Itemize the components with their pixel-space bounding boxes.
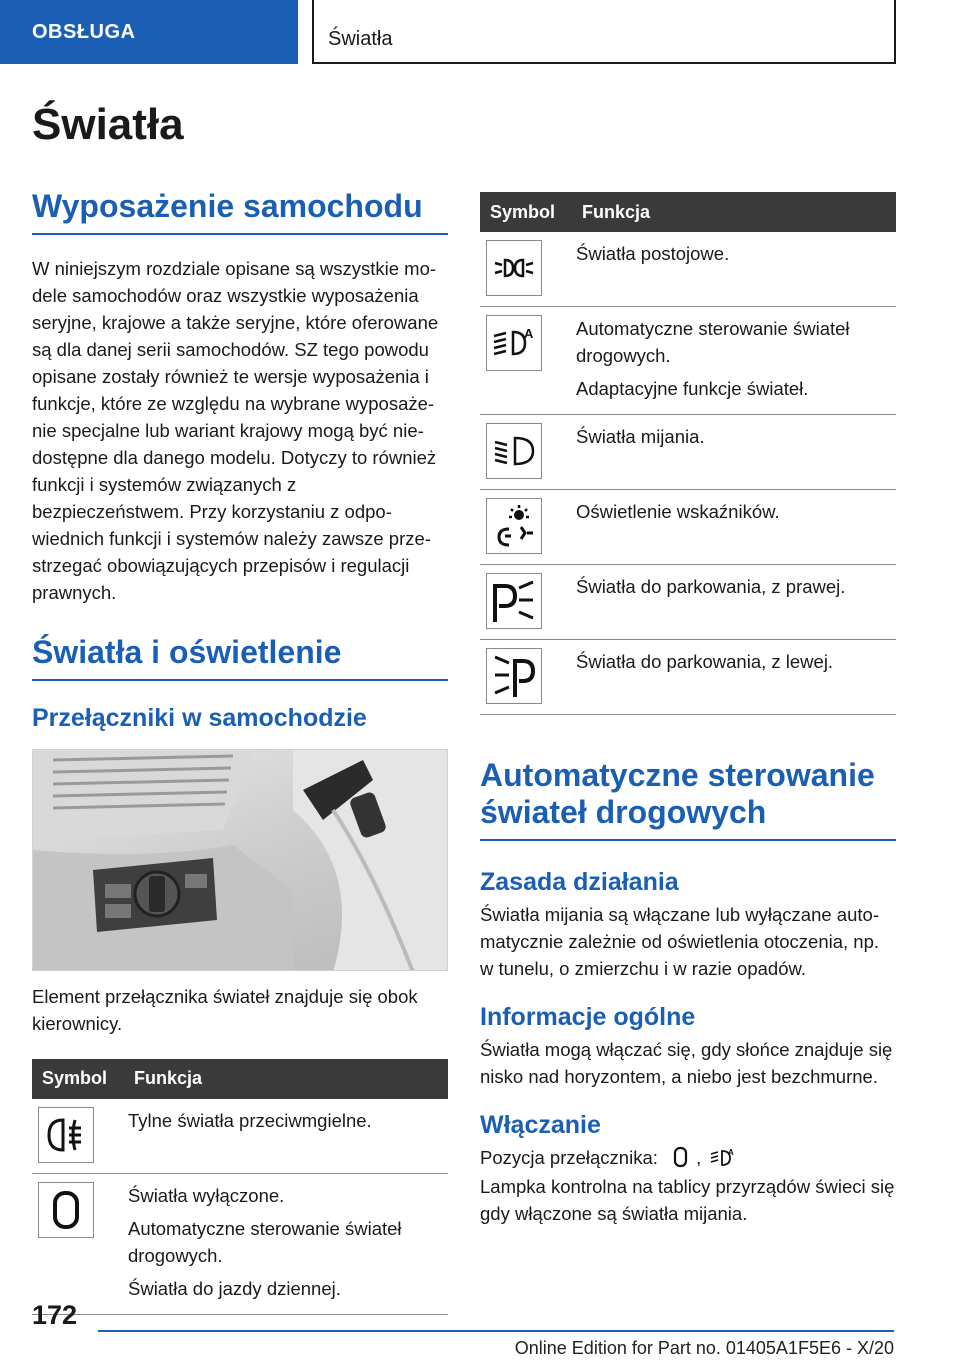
heading-switch-on: Włączanie — [480, 1110, 601, 1139]
breadcrumb: Światła — [312, 0, 896, 64]
footer-edition: Online Edition for Part no. 01405A1F5E6 - X/20 — [514, 1338, 894, 1358]
svg-text:A: A — [728, 1147, 735, 1157]
paragraph-caption: Element przełącznika świateł znajduje się obok kierownicy. — [32, 985, 418, 1034]
paragraph-indicator: Lampka kontrolna na tablicy przyrządów świeci się gdy włączone są światła mijania. — [480, 1175, 895, 1224]
auto-headlight-icon — [710, 1146, 736, 1168]
low-beam-icon — [491, 428, 537, 474]
table-row — [32, 1173, 448, 1314]
page-title: Światła — [32, 100, 184, 149]
row-text: Światła wyłączone. — [128, 1184, 285, 1206]
table-row — [32, 1099, 448, 1174]
table-row — [480, 565, 896, 640]
row-text: Światła do parkowania, z prawej. — [576, 576, 846, 597]
row-text: Automatyczne sterowanie świateł drogowych. — [576, 318, 850, 366]
row-text: Światła postojowe. — [576, 243, 730, 264]
table-row — [480, 307, 896, 415]
symbol-table-right — [480, 192, 896, 715]
position-label: Pozycja przełącznika: — [480, 1146, 658, 1168]
heading-equipment: Wyposażenie samochodu — [32, 188, 448, 235]
heading-auto-lights: Automatyczne sterowanie świateł drogowych — [480, 757, 896, 841]
parking-light-right-icon — [491, 578, 537, 624]
table-row — [480, 415, 896, 490]
symbol-table-left — [32, 1059, 448, 1315]
row-text: Automatyczne sterowanie świateł drogowych. — [128, 1217, 402, 1266]
row-text: Światła do jazdy dziennej. — [128, 1277, 341, 1299]
row-text: Tylne światła przeciwmgielne. — [128, 1109, 372, 1131]
auto-headlight-icon — [491, 320, 537, 366]
lights-off-icon — [43, 1187, 89, 1233]
paragraph-principle: Światła mijania są włączane lub wyłączane automatycznie zależnie od oświetlenia otoczenia, np. w tunelu, o zmierzchu i w razie opadów. — [480, 903, 880, 979]
table-row — [480, 640, 896, 715]
parking-lights-icon — [491, 245, 537, 291]
left-column — [32, 188, 448, 1315]
row-text: Adaptacyjne funkcje świateł. — [576, 378, 809, 399]
instrument-lighting-icon — [491, 503, 537, 549]
lights-off-icon — [671, 1146, 691, 1168]
paragraph-position — [480, 1144, 896, 1171]
heading-switches: Przełączniki w samochodzie — [32, 703, 367, 732]
position-separator: , — [696, 1146, 702, 1168]
heading-general: Informacje ogólne — [480, 1002, 696, 1031]
parking-light-left-icon — [491, 653, 537, 699]
column-header-function: Funkcja — [124, 1059, 448, 1099]
svg-text:A: A — [524, 326, 534, 341]
right-column — [480, 192, 896, 1227]
section-tab[interactable]: OBSŁUGA — [0, 0, 298, 64]
row-text: Oświetlenie wskaźników. — [576, 501, 780, 522]
column-header-symbol: Symbol — [480, 192, 572, 232]
column-header-function: Funkcja — [572, 192, 896, 232]
dashboard-photo — [32, 749, 448, 971]
heading-lights: Światła i oświetlenie — [32, 634, 448, 681]
table-row — [480, 490, 896, 565]
row-text: Światła do parkowania, z lewej. — [576, 651, 834, 672]
paragraph-general: Światła mogą włączać się, gdy słońce znajduje się nisko nad horyzontem, a niebo jest bezchmurne. — [480, 1038, 893, 1087]
dashboard-illustration — [33, 750, 448, 971]
page-number: 172 — [32, 1300, 78, 1330]
heading-principle: Zasada działania — [480, 867, 679, 896]
table-row — [480, 232, 896, 307]
paragraph-equipment: W niniejszym rozdziale opisane są wszystkie modele samochodów oraz wszystkie wyposażenia seryjne, krajowe a także seryjne, które oferowane są dla danej serii samochodów. SZ tego powodu opisane zostały również te wersje wyposażenia i funkcje, które ze względu na wybrane wyposażenie specjalne lub wariant krajowy mogą być niedostępne dla danego modelu. Dotyczy to również funkcji i systemów związanych z bezpieczeństwem. Przy korzystaniu z odpowiednich funkcji i systemów należy zawsze przestrzegać obowiązujących przepisów i regulacji prawnych. — [32, 257, 439, 603]
footer-divider — [98, 1330, 894, 1332]
row-text: Światła mijania. — [576, 426, 705, 447]
rear-fog-light-icon — [43, 1112, 89, 1158]
column-header-symbol: Symbol — [32, 1059, 124, 1099]
